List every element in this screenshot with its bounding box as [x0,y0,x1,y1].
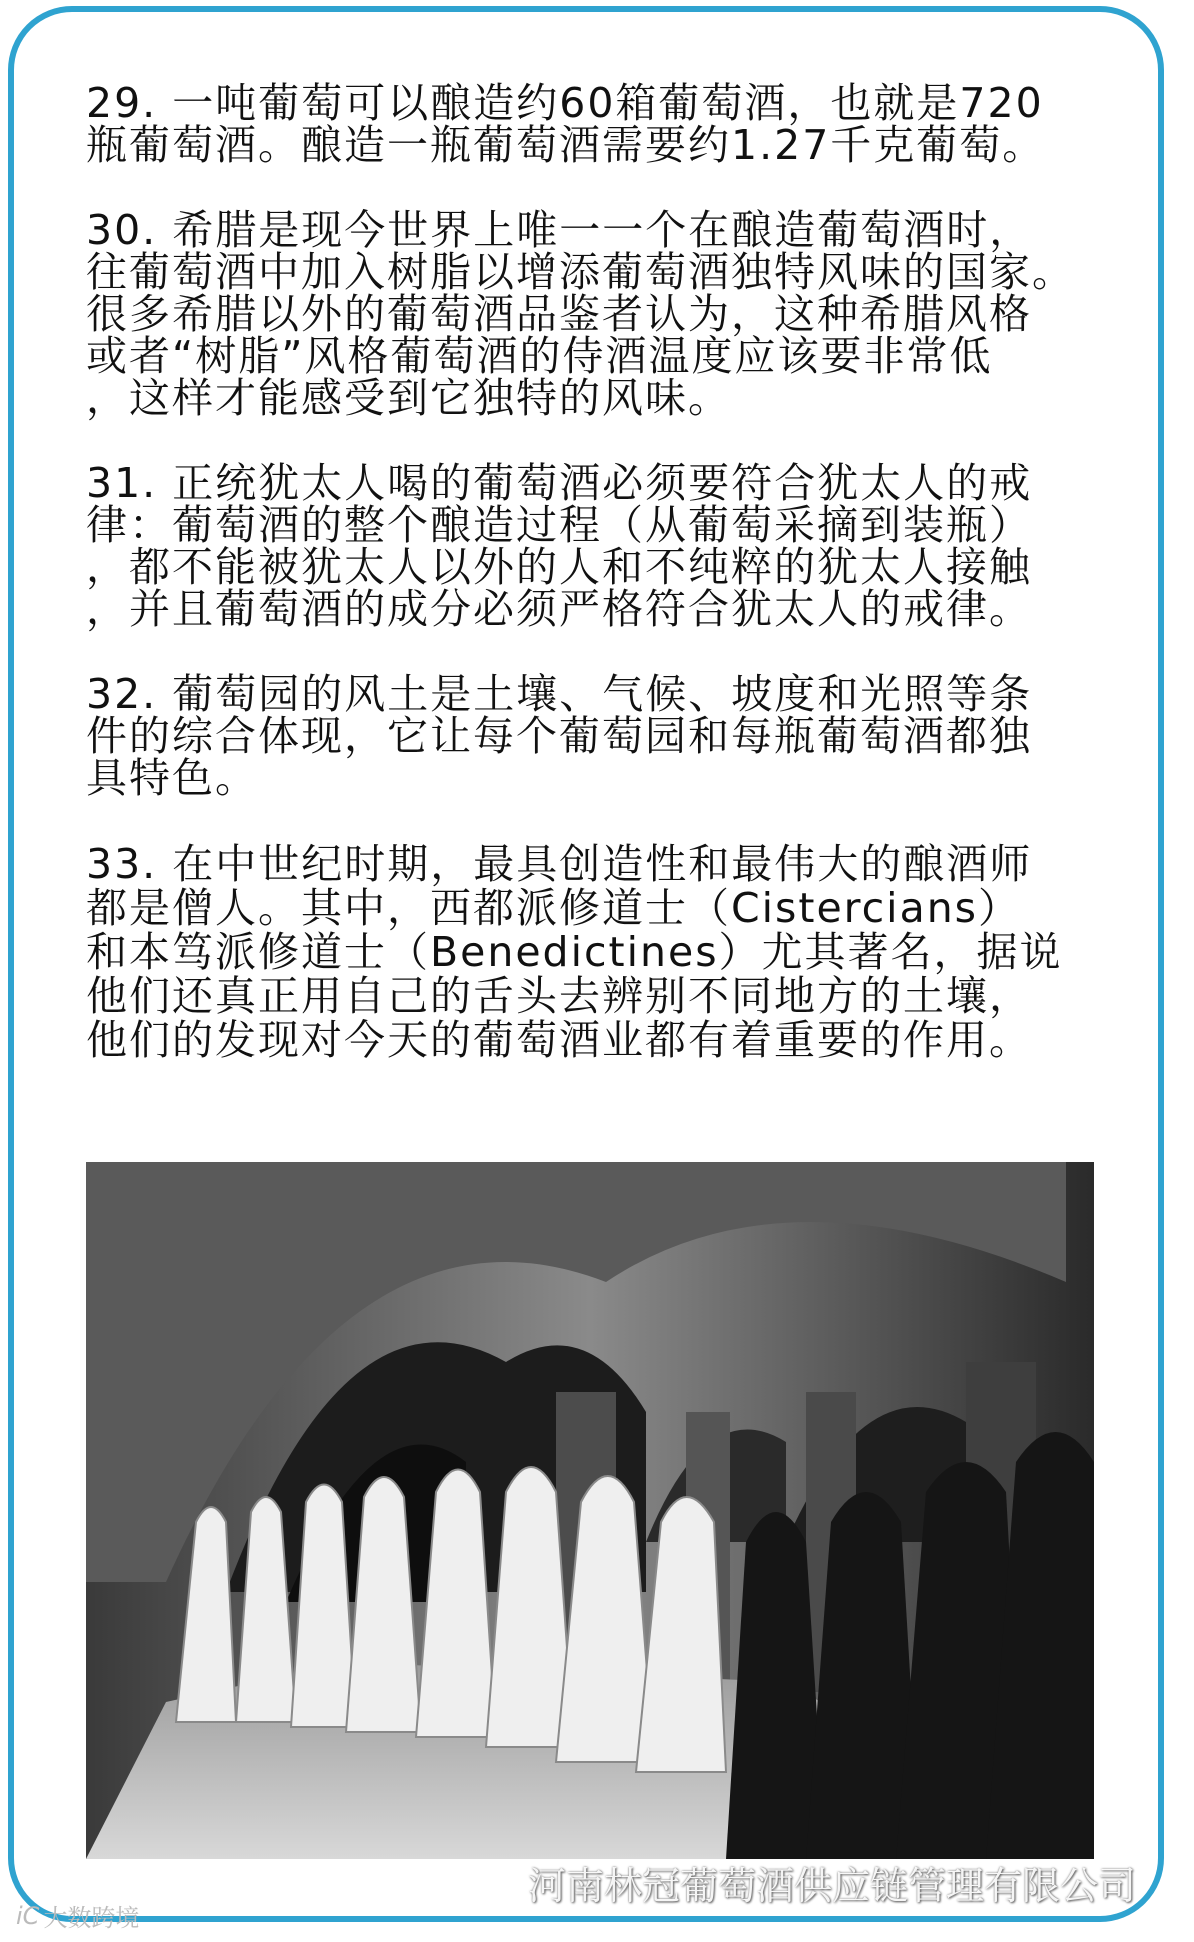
paragraph-31: 31. 正统犹太人喝的葡萄酒必须要符合犹太人的戒 律：葡萄酒的整个酿造过程（从葡萄采摘到装瓶） ，都不能被犹太人以外的人和不纯粹的犹太人接触 ，并且葡萄酒的成分必须严格符合犹太人的戒律。 [86,459,1033,633]
logo-text: 大数跨境 [43,1904,140,1932]
paragraph-32: 32. 葡萄园的风土是土壤、气候、坡度和光照等条 件的综合体现，它让每个葡萄园和每瓶葡萄酒都独 具特色。 [86,670,1033,802]
paragraph-33: 33. 在中世纪时期，最具创造性和最伟大的酿酒师 都是僧人。其中，西都派修道士（Cistercians） 和本笃派修道士（Benedictines）尤其著名，据说 他们还真正用自己的舌头去辨别不同地方的土壤， 他们的发现对今天的葡萄酒业都有着重要的作用。 [86,840,1063,1064]
source-logo [16,1898,139,1933]
monks-cloister-photo [86,1162,1094,1859]
paragraph-29: 29. 一吨葡萄可以酿造约60箱葡萄酒，也就是720 瓶葡萄酒。酿造一瓶葡萄酒需要约1.27千克葡萄。 [86,79,1046,169]
paragraph-30: 30. 希腊是现今世界上唯一一个在酿造葡萄酒时， 往葡萄酒中加入树脂以增添葡萄酒独特风味的国家。 很多希腊以外的葡萄酒品鉴者认为，这种希腊风格 或者“树脂”风格葡萄酒的侍酒温度应该要非常低 ，这样才能感受到它独特的风味。 [86,206,1075,422]
article-body [86,79,1106,1105]
wechat-icon [468,1863,516,1903]
watermark-text: 河南林冠葡萄酒供应链管理有限公司 [528,1864,1137,1908]
wechat-watermark [468,1855,1136,1910]
logo-icon: iC [16,1901,40,1930]
monks-cloister-illustration [86,1162,1094,1859]
